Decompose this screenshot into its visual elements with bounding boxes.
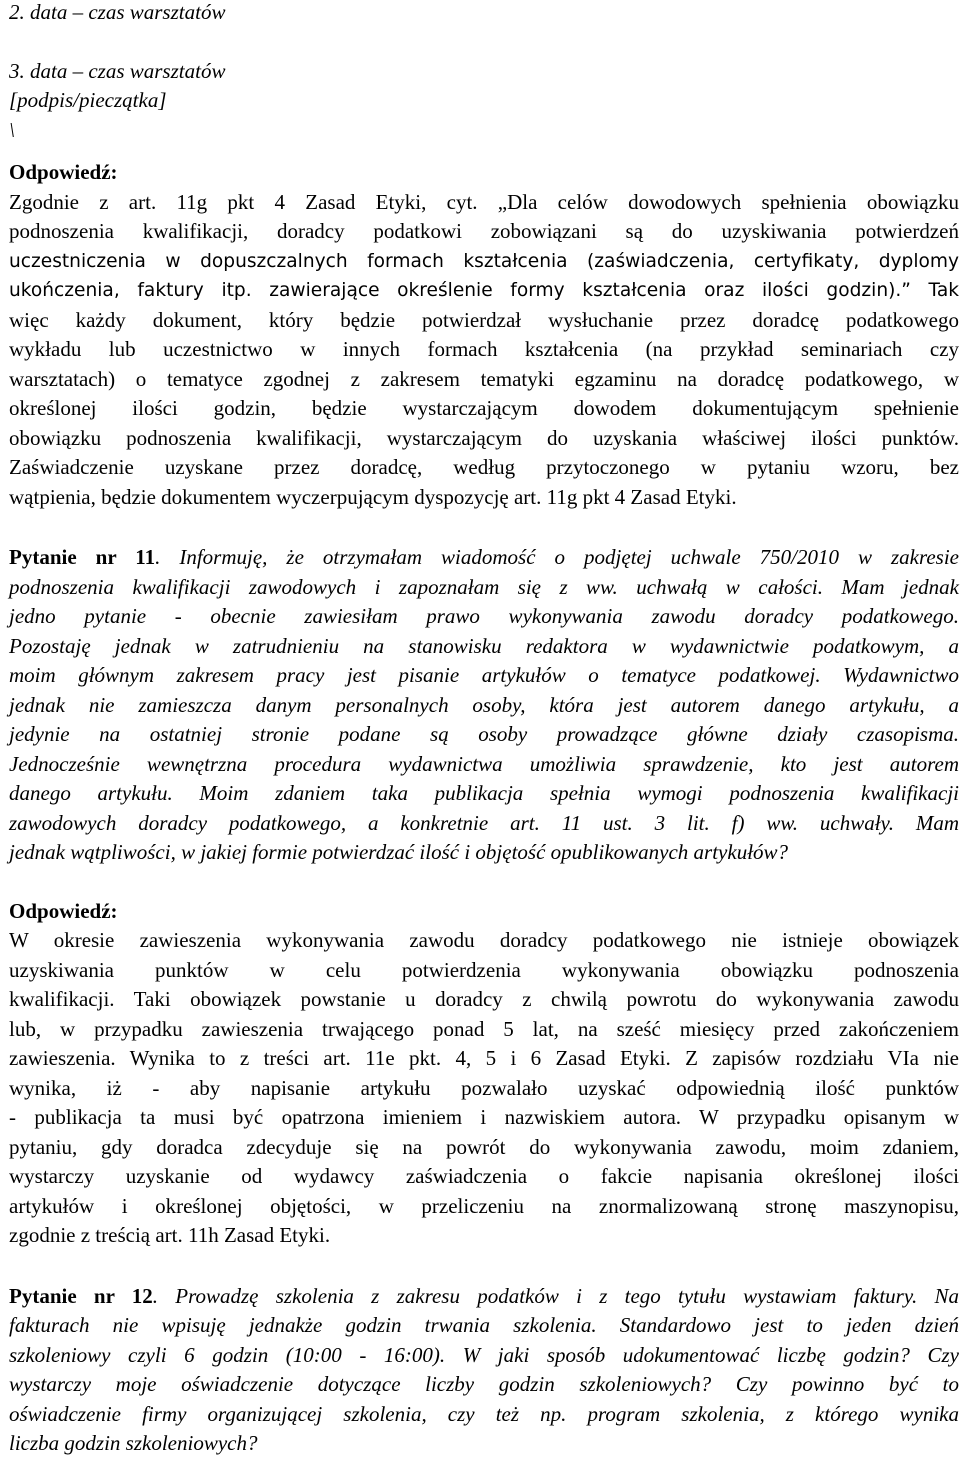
question-row: moim głównym zakresem pracy jest pisanie artykułów o tematyce podatkowej. Wydawnictwo — [9, 663, 959, 687]
answer-row: W okresie zawieszenia wykonywania zawodu doradcy podatkowego nie istnieje obowiązek — [9, 928, 959, 952]
answer-row: uczestniczenia w dopuszczalnych formach kształcenia (zaświadczenia, certyfikaty, dyplomy — [9, 250, 959, 272]
answer-row: wątpienia, będzie dokumentem wyczerpującym dyspozycję art. 11g pkt 4 Zasad Etyki. — [9, 484, 737, 509]
answer-row: ukończenia, faktury itp. zawierające określenie formy kształcenia oraz ilości godzin).” Tak — [9, 280, 959, 301]
question-label: Pytanie nr 11 — [9, 545, 156, 569]
signature-stamp-line: [podpis/pieczątka] — [9, 88, 167, 112]
answer-row: zawieszenia. Wynika to z treści art. 11e pkt. 4, 5 i 6 Zasad Etyki. Z zapisów rozdziału VIa nie — [9, 1046, 959, 1070]
answer-row: pytaniu, gdy doradca zdecyduje się na powrót do wykonywania zawodu, moim zdaniem, — [9, 1134, 959, 1159]
document-page — [9, 0, 959, 1459]
question-label: Pytanie nr 12 — [9, 1283, 153, 1308]
question-row: zawodowych doradcy podatkowego, a konkretnie art. 11 ust. 3 lit. f) ww. uchwały. Mam — [9, 810, 959, 835]
answer-body — [9, 926, 959, 1251]
answer-row: zgodnie z treścią art. 11h Zasad Etyki. — [9, 1223, 331, 1247]
question-row: wystarczy moje oświadczenie dotyczące liczby godzin szkoleniowych? Czy powinno być to — [9, 1372, 959, 1396]
question-row: . Informuję, że otrzymałam wiadomość o podjętej uchwale 750/2010 w zakresie — [155, 545, 960, 569]
answer-row: warsztatach) o tematyce zgodnej z zakresem tematyki egzaminu na doradcę podatkowego, w — [9, 366, 959, 391]
question-row: podnoszenia kwalifikacji zawodowych i zapoznałam się z ww. uchwałą w całości. Mam jednak — [9, 574, 959, 599]
question-row: Jednocześnie wewnętrzna procedura wydawnictwa umożliwia sprawdzenie, kto jest autorem — [9, 751, 959, 776]
answer-row: wykładu lub uczestnictwo w innych formach kształcenia (na przykład seminariach czy — [9, 337, 959, 361]
question-row: jedynie na ostatniej stronie podane są osoby prowadzące główne działy czasopisma. — [9, 722, 959, 746]
question-row: liczba godzin szkoleniowych? — [9, 1431, 258, 1455]
backslash-line: \ — [9, 117, 15, 142]
answer-row: określonej ilości godzin, będzie wystarczającym dowodem dokumentującym spełnienie — [9, 396, 959, 420]
top-lines — [9, 0, 959, 145]
question-body — [9, 1282, 959, 1459]
workshop-date-line-2: 2. data – czas warsztatów — [9, 0, 226, 24]
question-row: jednak wątpliwości, w jakiej formie potwierdzać ilość i objętość opublikowanych artykułów? — [9, 840, 789, 864]
answer-row: kwalifikacji. Taki obowiązek powstanie u doradcy z chwilą powrotu do wykonywania zawodu — [9, 987, 959, 1011]
answer-row: wynika, iż - aby napisanie artykułu pozwalało uzyskać odpowiednią ilość punktów — [9, 1075, 959, 1100]
answer-10 — [9, 158, 959, 512]
answer-row: wystarczy uzyskanie od wydawcy zaświadczenia o fakcie napisania określonej ilości — [9, 1164, 959, 1188]
question-row: Pozostaję jednak w zatrudnieniu na stanowisku redaktora w wydawnictwie podatkowym, a — [9, 633, 959, 658]
answer-row: uzyskiwania punktów w celu potwierdzenia wykonywania obowiązku podnoszenia — [9, 957, 959, 982]
answer-row: Zaświadczenie uzyskane przez doradcę, według przytoczonego w pytaniu wzoru, bez — [9, 455, 959, 479]
answer-row: - publikacja ta musi być opatrzona imieniem i nazwiskiem autora. W przypadku opisanym w — [9, 1105, 959, 1129]
answer-heading: Odpowiedź: — [9, 160, 118, 184]
question-11 — [9, 543, 959, 868]
question-row: szkoleniowy czyli 6 godzin (10:00 - 16:00). W jaki sposób udokumentować liczbę godzin? Czy — [9, 1342, 959, 1367]
answer-heading: Odpowiedź: — [9, 898, 118, 923]
question-row: fakturach nie wpisuję jednakże godzin trwania szkolenia. Standardowo jest to jeden dzień — [9, 1313, 959, 1337]
question-row: jednak nie zamieszcza danym personalnych osoby, która jest autorem danego artykułu, a — [9, 692, 959, 717]
question-12 — [9, 1282, 959, 1459]
question-row: jedno pytanie - obecnie zawiesiłam prawo wykonywania zawodu doradcy podatkowego. — [9, 604, 959, 628]
answer-body — [9, 188, 959, 513]
question-body — [9, 543, 959, 868]
answer-row: Zgodnie z art. 11g pkt 4 Zasad Etyki, cyt. „Dla celów dowodowych spełnienia obowiązku — [9, 189, 959, 214]
answer-row: lub, w przypadku zawieszenia trwającego ponad 5 lat, na sześć miesięcy przed zakończeniem — [9, 1016, 959, 1041]
question-row: danego artykułu. Moim zdaniem taka publikacja spełnia wymogi podnoszenia kwalifikacji — [9, 781, 959, 805]
answer-row: podnoszenia kwalifikacji, doradcy podatkowi zobowiązani są do uzyskiwania potwierdzeń — [9, 219, 959, 243]
answer-row: artykułów i określonej objętości, w przeliczeniu na znormalizowaną stronę maszynopisu, — [9, 1193, 959, 1218]
workshop-date-line-3: 3. data – czas warsztatów — [9, 58, 226, 83]
answer-row: obowiązku podnoszenia kwalifikacji, wystarczającym do uzyskania właściwej ilości punktów. — [9, 425, 959, 450]
answer-11 — [9, 897, 959, 1251]
answer-row: więc każdy dokument, który będzie potwierdzał wysłuchanie przez doradcę podatkowego — [9, 307, 959, 332]
question-row: oświadczenie firmy organizującej szkolenia, czy też np. program szkolenia, z którego wynika — [9, 1401, 959, 1426]
question-row: . Prowadzę szkolenia z zakresu podatków i z tego tytułu wystawiam faktury. Na — [152, 1283, 960, 1308]
